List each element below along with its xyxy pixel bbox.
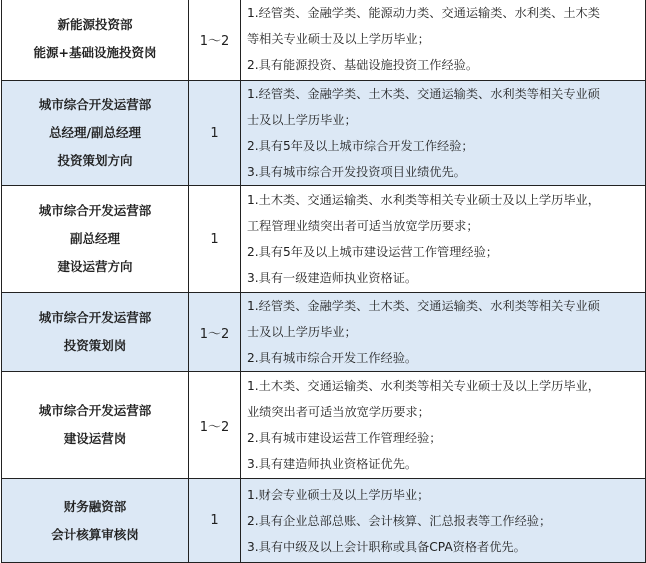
table-row xyxy=(2,479,646,563)
requirements-cell xyxy=(241,0,646,81)
requirement-line: 2.具有企业总部总账、会计核算、汇总报表等工作经验； xyxy=(247,513,552,528)
department-name: 城市综合开发运营部 xyxy=(38,97,152,112)
requirement-line: 2.具有城市综合开发工作经验。 xyxy=(247,351,418,365)
requirement-line: 工程管理业绩突出者可适当放宽学历要求； xyxy=(247,219,479,233)
requirement-line: 等相关专业硕士及以上学历毕业； xyxy=(247,32,430,46)
requirement-line: 3.具有一级建造师执业资格证。 xyxy=(247,271,418,285)
position-cell xyxy=(2,293,189,372)
requirements-cell xyxy=(241,81,646,186)
requirement-line: 士及以上学历毕业； xyxy=(247,325,357,339)
requirement-line: 1.土木类、交通运输类、水利类等相关专业硕士及以上学历毕业， xyxy=(247,379,600,393)
post-name: 建设运营岗 xyxy=(63,431,127,446)
requirements-cell xyxy=(241,479,646,563)
position-cell xyxy=(2,479,189,563)
headcount-cell: 1～2 xyxy=(189,0,241,81)
position-cell xyxy=(2,372,189,479)
post-name: 副总经理 xyxy=(69,231,120,246)
department-name: 财务融资部 xyxy=(63,498,127,514)
position-cell xyxy=(2,186,189,293)
headcount-cell: 1～2 xyxy=(189,293,241,372)
table-row xyxy=(2,293,646,372)
department-name: 城市综合开发运营部 xyxy=(38,403,152,418)
requirement-line: 业绩突出者可适当放宽学历要求； xyxy=(247,405,430,419)
headcount-cell: 1 xyxy=(189,81,241,186)
requirement-line: 1.经管类、金融学类、土木类、交通运输类、水利类等相关专业硕 xyxy=(247,299,600,313)
table-row xyxy=(2,81,646,186)
requirement-line: 3.具有中级及以上会计职称或具备CPA资格者优先。 xyxy=(247,539,526,554)
requirement-line: 2.具有5年及以上城市综合开发工作经验； xyxy=(247,139,474,153)
headcount-cell: 1～2 xyxy=(189,372,241,479)
requirement-line: 1.财会专业硕士及以上学历毕业； xyxy=(247,487,430,502)
department-name: 城市综合开发运营部 xyxy=(38,310,152,325)
requirement-line: 3.具有城市综合开发投资项目业绩优先。 xyxy=(247,165,466,179)
requirement-line: 1.经管类、金融学类、能源动力类、交通运输类、水利类、土木类 xyxy=(247,6,600,20)
headcount-cell: 1 xyxy=(189,479,241,563)
requirement-line: 3.具有建造师执业资格证优先。 xyxy=(247,457,418,471)
department-name: 城市综合开发运营部 xyxy=(38,203,152,218)
department-name: 新能源投资部 xyxy=(57,17,133,32)
post-name: 投资策划岗 xyxy=(63,338,127,353)
recruitment-table xyxy=(1,0,646,563)
requirement-line: 2.具有城市建设运营工作管理经验； xyxy=(247,431,442,445)
headcount-cell: 1 xyxy=(189,186,241,293)
table-row xyxy=(2,0,646,81)
requirements-cell xyxy=(241,372,646,479)
post-name: 能源+基础设施投资岗 xyxy=(33,45,157,60)
post-name: 会计核算审核岗 xyxy=(51,526,139,542)
table-row xyxy=(2,186,646,293)
requirement-line: 2.具有能源投资、基础设施投资工作经验。 xyxy=(247,58,479,72)
requirements-cell xyxy=(241,186,646,293)
table-row xyxy=(2,372,646,479)
post-direction: 建设运营方向 xyxy=(57,259,133,274)
requirement-line: 2.具有5年及以上城市建设运营工作管理经验； xyxy=(247,245,498,259)
post-direction: 投资策划方向 xyxy=(57,153,133,168)
requirement-line: 1.土木类、交通运输类、水利类等相关专业硕士及以上学历毕业， xyxy=(247,193,600,207)
requirement-line: 1.经管类、金融学类、土木类、交通运输类、水利类等相关专业硕 xyxy=(247,87,600,101)
requirement-line: 士及以上学历毕业； xyxy=(247,113,357,127)
position-cell xyxy=(2,81,189,186)
requirements-cell xyxy=(241,293,646,372)
post-name: 总经理/副总经理 xyxy=(48,125,142,140)
position-cell xyxy=(2,0,189,81)
